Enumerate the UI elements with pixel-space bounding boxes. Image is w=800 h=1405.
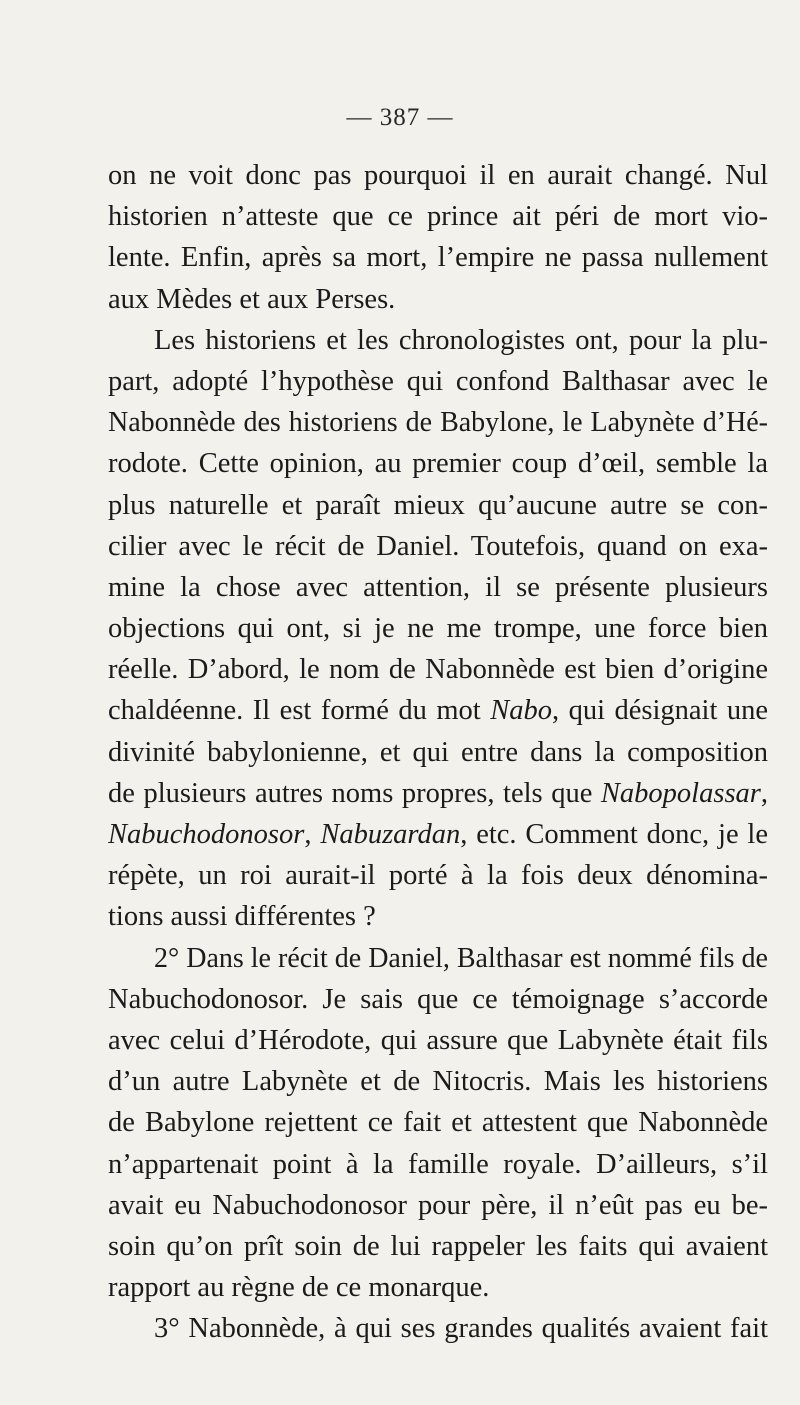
text-line <box>108 526 768 567</box>
text-line <box>108 196 768 237</box>
text-line <box>108 361 768 402</box>
text-segment: d’un autre Labynète et de Nitocris. Mais les historiens <box>108 1066 768 1098</box>
text-line <box>108 1308 768 1349</box>
text-line <box>108 1102 768 1143</box>
text-segment: Nabuchodonosor. Je sais que ce témoignage s’accorde <box>108 983 768 1015</box>
text-line <box>108 938 768 979</box>
text-segment: rapport au règne de ce monarque. <box>108 1272 490 1304</box>
text-segment: plus naturelle et paraît mieux qu’aucune autre se con- <box>108 489 768 521</box>
text-segment: chaldéenne. Il est formé du mot <box>108 695 491 727</box>
text-line <box>108 485 768 526</box>
text-line <box>108 855 768 896</box>
text-line <box>108 402 768 443</box>
text-segment: mine la chose avec attention, il se présente plusieurs <box>108 571 768 603</box>
text-line <box>108 1061 768 1102</box>
text-line <box>108 567 768 608</box>
text-line <box>108 1144 768 1185</box>
text-segment: de Babylone rejettent ce fait et attestent que Nabonnède <box>108 1107 768 1139</box>
text-segment: tions aussi différentes ? <box>108 901 376 933</box>
text-line <box>108 155 768 196</box>
text-segment: cilier avec le récit de Daniel. Toutefois, quand on exa- <box>108 530 768 562</box>
text-line <box>108 443 768 484</box>
text-segment: lente. Enfin, après sa mort, l’empire ne passa nullement <box>108 242 768 274</box>
text-segment: , qui désignait une <box>551 695 768 727</box>
text-segment: part, adopté l’hypothèse qui confond Balthasar avec le <box>108 365 768 397</box>
text-segment: répète, un roi aurait-il porté à la fois deux dénomina- <box>108 860 768 892</box>
text-segment: 2° Dans le récit de Daniel, Balthasar est nommé fils de <box>154 942 768 974</box>
text-line <box>108 1185 768 1226</box>
text-line <box>108 690 768 731</box>
text-line <box>108 649 768 690</box>
text-segment: , etc. Comment donc, je le <box>460 819 768 850</box>
text-segment: divinité babylonienne, et qui entre dans la composition <box>108 736 768 768</box>
text-line <box>108 732 768 773</box>
text-segment: avec celui d’Hérodote, qui assure que Labynète était fils <box>108 1024 768 1056</box>
text-segment: aux Mèdes et aux Perses. <box>108 283 396 315</box>
text-segment: rodote. Cette opinion, au premier coup d’œil, semble la <box>108 448 768 480</box>
text-segment: avait eu Nabuchodonosor pour père, il n’eût pas eu be- <box>108 1189 768 1221</box>
text-line <box>108 1226 768 1267</box>
italic-term: Nabuchodonosor <box>108 819 305 850</box>
text-segment: 3° Nabonnède, à qui ses grandes qualités avaient fait <box>154 1313 768 1345</box>
text-segment: de plusieurs autres noms propres, tels que <box>108 777 601 809</box>
text-segment: Les historiens et les chronologistes ont, pour la plu- <box>154 324 768 356</box>
italic-term: Nabuzardan <box>320 819 461 850</box>
text-line <box>108 896 768 937</box>
text-line <box>108 279 768 320</box>
text-segment: , <box>760 777 768 809</box>
text-segment: on ne voit donc pas pourquoi il en aurait changé. Nul <box>108 160 768 191</box>
text-segment: n’appartenait point à la famille royale. D’ailleurs, s’il <box>108 1148 768 1180</box>
text-segment: Nabonnède des historiens de Babylone, le Labynète d’Hé- <box>108 407 768 439</box>
page-number: — 387 — <box>346 104 454 131</box>
text-line <box>108 608 768 649</box>
text-segment: objections qui ont, si je ne me trompe, une force bien <box>108 613 768 645</box>
text-segment: réelle. D’abord, le nom de Nabonnède est bien d’origine <box>108 654 768 686</box>
body-text <box>108 155 768 1349</box>
text-segment: soin qu’on prît soin de lui rappeler les faits qui avaient <box>108 1230 768 1262</box>
text-line <box>108 1020 768 1061</box>
text-segment: , <box>304 819 321 850</box>
text-line <box>108 814 768 855</box>
text-line <box>108 320 768 361</box>
italic-term: Nabo <box>490 695 552 727</box>
text-line <box>108 1267 768 1308</box>
text-line <box>108 773 768 814</box>
text-segment: historien n’atteste que ce prince ait péri de mort vio- <box>108 201 768 233</box>
text-line <box>108 237 768 278</box>
text-line <box>108 979 768 1020</box>
italic-term: Nabopolassar <box>600 777 761 809</box>
